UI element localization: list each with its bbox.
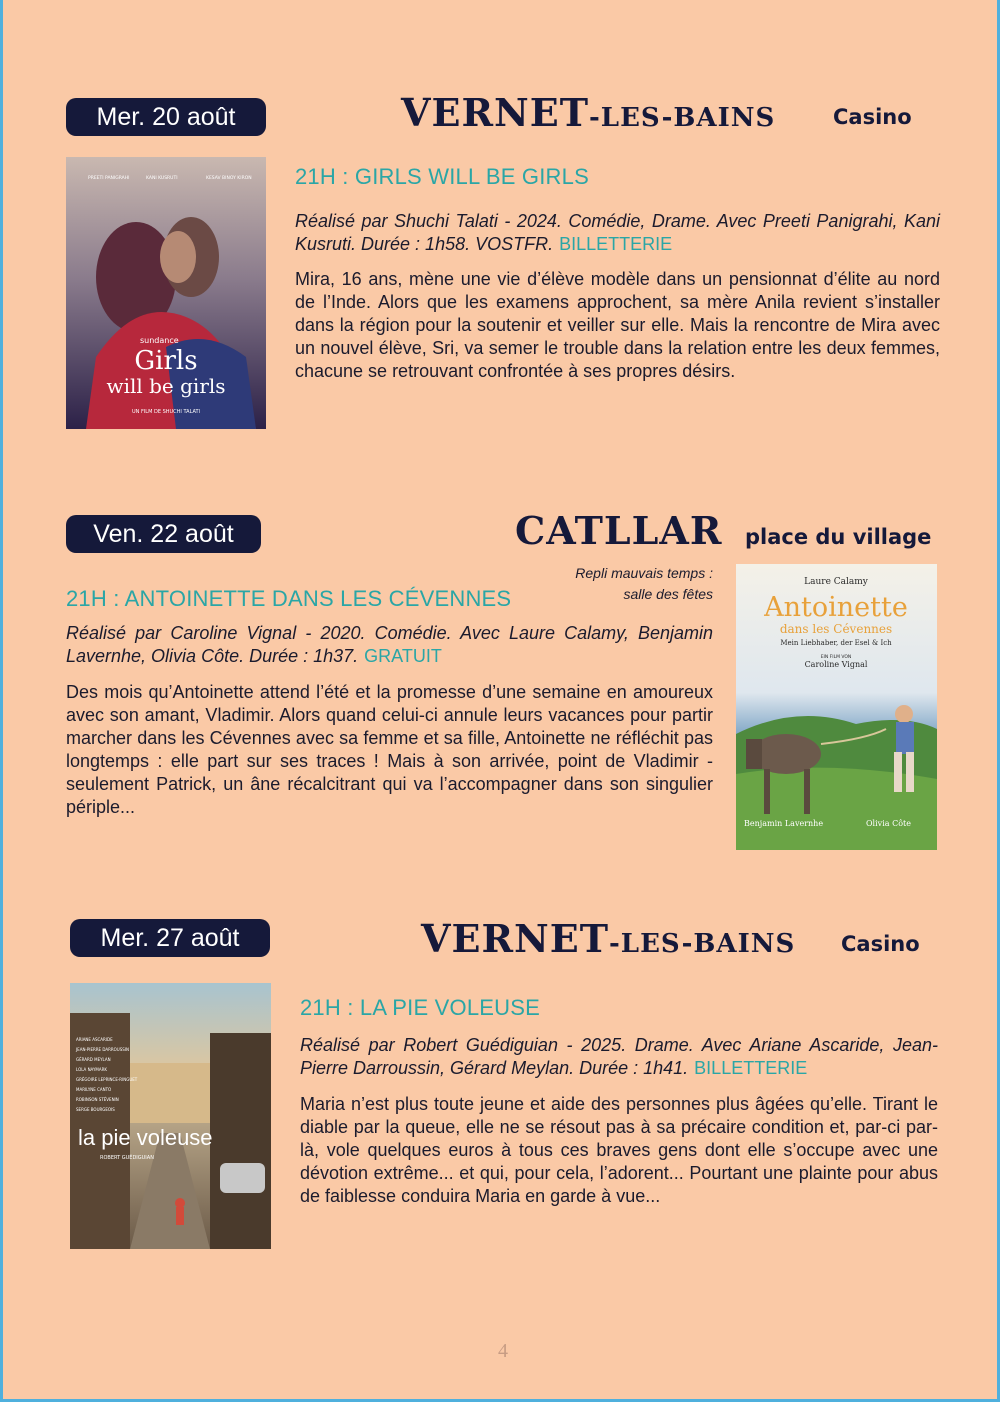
date-badge: Ven. 22 août <box>66 515 261 553</box>
poster-subtitle: Mein Liebhaber, der Esel & Ich <box>780 639 892 647</box>
film-credits <box>300 1034 938 1080</box>
credits-text: Réalisé par Robert Guédiguian - 2025. Drame. Avec Ariane Ascaride, Jean-Pierre Darroussin, Gérard Meylan. Durée : 1h41. <box>300 1035 938 1078</box>
movie-poster <box>736 564 937 850</box>
poster-cast-left: Benjamin Lavernhe <box>744 819 824 828</box>
town-main: VERNET <box>401 90 590 135</box>
date-badge: Mer. 27 août <box>70 919 270 957</box>
poster-cast-3: KESAV BINOY KIRON <box>206 176 252 181</box>
town-name <box>421 916 795 961</box>
repli-line-2: salle des fêtes <box>623 586 713 602</box>
town-name <box>401 90 775 135</box>
ticket-link[interactable]: BILLETTERIE <box>559 234 673 254</box>
poster-title-1: Antoinette <box>764 592 908 623</box>
poster-cast-item: GÉRARD MEYLAN <box>76 1057 111 1062</box>
poster-cast-item: GRÉGOIRE LEPRINCE-RINGUET <box>76 1077 138 1082</box>
poster-title: la pie voleuse <box>78 1125 213 1150</box>
movie-poster <box>70 983 271 1249</box>
poster-cast-item: LOLA NAYMARK <box>76 1067 108 1072</box>
venue-name: Casino <box>841 932 920 956</box>
poster-cast-item: MARILYNE CANTO <box>76 1087 112 1092</box>
poster-cast-item: JEAN-PIERRE DARROUSSIN <box>76 1047 129 1052</box>
film-synopsis: Des mois qu’Antoinette attend l’été et la promesse d’une semaine en amoureux avec son amant, Vladimir. Alors quand celui-ci annule leurs vacances pour partir marcher dans les Cévennes avec sa femme et sa fille, Antoinette ne réfléchit pas longtemps : elle part sur ses traces ! Mais à son arrivée, point de Vladimir - seulement Patrick, un âne récalcitrant qui va l’accompagner dans son singulier périple... <box>66 682 713 817</box>
poster-title-2: will be girls <box>106 374 226 398</box>
venue-name: Casino <box>833 105 912 129</box>
poster-director: ROBERT GUÉDIGUIAN <box>100 1155 154 1161</box>
page-number: 4 <box>498 1340 508 1362</box>
ticket-link[interactable]: BILLETTERIE <box>694 1058 808 1078</box>
poster-festival: sundance <box>140 336 179 345</box>
movie-poster <box>66 157 266 429</box>
film-synopsis: Maria n’est plus toute jeune et aide des personnes plus âgées qu’elle. Tirant le diable par la queue, elle ne se résout pas à sa précaire condition et, par-ci par-là, vole quelques euros à tous ces braves gens dont elle s’occupe avec une dévotion extrême... et qui, pour cela, l’adorent... Pourtant une plainte pour abus de faiblesse conduira Maria en garde à vue... <box>300 1094 938 1206</box>
town-main: VERNET <box>421 916 610 961</box>
weather-fallback-note <box>533 563 713 605</box>
film-credits <box>66 622 713 668</box>
film-title: 21H : GIRLS WILL BE GIRLS <box>295 164 589 189</box>
free-entry-label: GRATUIT <box>364 646 442 666</box>
poster-title-2: dans les Cévennes <box>779 622 893 636</box>
poster-cast-item: SERGE BOURGEOIS <box>76 1107 115 1112</box>
town-main: CATLLAR <box>515 508 723 553</box>
poster-cast-1: PREETI PANIGRAHI <box>88 176 130 181</box>
credits-text: Réalisé par Caroline Vignal - 2020. Comédie. Avec Laure Calamy, Benjamin Lavernhe, Olivia Côte. Durée : 1h37. <box>66 623 713 666</box>
venue-name: place du village <box>745 525 932 549</box>
credits-text: Réalisé par Shuchi Talati - 2024. Comédie, Drame. Avec Preeti Panigrahi, Kani Kusruti. Durée : 1h58. VOSTFR. <box>295 211 940 254</box>
film-title: 21H : LA PIE VOLEUSE <box>300 995 541 1020</box>
film-synopsis: Mira, 16 ans, mène une vie d’élève modèle dans un pensionnat d’élite au nord de l’Inde. Alors que les examens approchent, sa mère Anila revient s’installer dans la région pour la soutenir et veiller sur elle. Mais la rencontre de Mira avec un nouvel élève, Sri, va semer le trouble dans la relation entre les deux femmes, chacune se retrouvant confrontée à ses propres désirs. <box>295 269 940 381</box>
film-credits <box>295 210 940 256</box>
poster-director: UN FILM DE SHUCHI TALATI <box>131 409 201 415</box>
repli-line-1: Repli mauvais temps : <box>575 565 713 581</box>
poster-director: Caroline Vignal <box>804 660 868 669</box>
poster-title-1: Girls <box>134 346 198 376</box>
town-name <box>515 508 722 553</box>
date-badge: Mer. 20 août <box>66 98 266 136</box>
film-title: 21H : ANTOINETTE DANS LES CÉVENNES <box>66 586 512 611</box>
poster-cast-right: Olivia Côte <box>866 819 911 828</box>
poster-cast-item: ARIANE ASCARIDE <box>76 1037 113 1042</box>
poster-star: Laure Calamy <box>804 577 868 587</box>
poster-cast-2: KANI KUSRUTI <box>146 176 178 181</box>
town-suffix: -LES-BAINS <box>589 103 776 133</box>
poster-director-top: EIN FILM VON <box>820 655 852 660</box>
town-suffix: -LES-BAINS <box>609 929 796 959</box>
poster-cast-item: ROBINSON STÉVENIN <box>76 1097 119 1102</box>
